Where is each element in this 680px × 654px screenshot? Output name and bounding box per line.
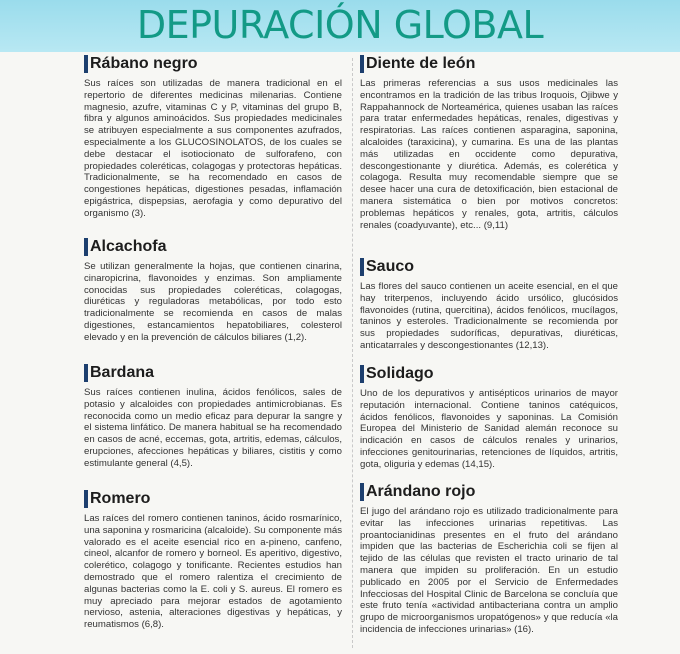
section-text: Sus raíces son utilizadas de manera tradicional en el repertorio de diferentes medicinas milenarias. Contiene magnesio, azufre, vitaminas C y P, vitaminas del grupo B, fibra y algunos aminoácidos. Sus propiedades medicinales se atribuyen especialmente a sus componentes azufrados, especialmente a los GLUCOSINOLATOS, de los cuales se debe destacar el isotiocionato de sulforafeno, con propiedades coleréticas, colagogas y protectoras hepáticas. Tradicionalmente, se ha recomendado en casos de congestiones hepáticas, digestiones pesadas, inflamación epigástrica, dispepsias, aerofagia y como depurativo del organismo (3). [84, 78, 342, 219]
section-heading: Bardana [84, 361, 342, 385]
section-heading: Diente de león [360, 52, 618, 76]
section-heading: Sauco [360, 255, 618, 279]
section-heading: Arándano rojo [360, 480, 618, 504]
section-romero [84, 487, 342, 631]
section-text: Las raíces del romero contienen taninos, ácido rosmarínico, una saponina y rosmaricina (alcaloide). Su componente más valorado es el aceite esencial rico en a-pineno, canfeno, cineol, alcanfor de romero y borneol. Es aperitivo, digestivo, colerético, colagogo y tonificante. Recientes estudios han demostrado que el romero ralentiza el crecimiento de algunas bacterias como la E. coli y S. aureus. El romero es muy apreciado para mejorar estados de agotamiento nervioso, astenia, alteraciones digestivas y hepáticas, y reumatismos (6,8). [84, 513, 342, 631]
section-bardana [84, 361, 342, 470]
section-text: Las primeras referencias a sus usos medicinales las encontramos en la tradición de las tribus Iroquois, Ojibwe y Rappahannock de Norteamérica, quienes usaban las raíces para tratar enfermedades hepáticas, renales, digestivas y respiratorias. Las raíces contienen asparagina, saponina, alcaloides (taraxicina), y cumarina. Es una de las plantas más utilizadas en occidente como depurativa, descongestionante y diurética. Además, es colerética y colagoga. Resulta muy recomendable siempre que se desee hacer una cura de detoxificación, bien estacional de manera sistemática o bien por motivos concretos: problemas hepáticos y renales, gota, artritis, cálculos renales (coadyuvante), etc... (9,11) [360, 78, 618, 231]
section-alcachofa [84, 235, 342, 344]
section-solidago [360, 362, 618, 471]
section-diente-de-leon [360, 52, 618, 231]
section-text: Uno de los depurativos y antisépticos urinarios de mayor reputación internacional. Contiene taninos catéquicos, ácidos fenólicos, flavonoides y saponinas. La Comisión Europea del Ministerio de Sanidad alemán reconoce su indicación en casos de cálculos renales y urinarios, infecciones genitourinarias, retenciones de líquidos, artritis, gota, oliguria y edemas (14,15). [360, 388, 618, 470]
section-text: Sus raíces contienen inulina, ácidos fenólicos, sales de potasio y alcaloides con propiedades antimicrobianas. Es reconocida como un medio eficaz para depurar la sangre y el sistema linfático. De manera habitual se ha recomendado en casos de acné, eccemas, gota, artritis, edemas, cálculos, erupciones, afecciones hepáticas y biliares, cistitis y como estimulante general (4,5). [84, 387, 342, 469]
section-arandano-rojo [360, 480, 618, 636]
title-banner [0, 0, 680, 52]
section-text: Se utilizan generalmente la hojas, que contienen cinarina, cinaropicrina, flavonoides y enzimas. Son ampliamente conocidas sus propiedades coleréticas, colagogas, diuréticas y reguladoras metabólicas, por todo esto tradicionalmente se recomienda en casos de malas digestiones, estancamientos hepatobiliares, colesterol elevado y en la prevención de cálculos biliares (1,2). [84, 261, 342, 343]
column-divider [352, 58, 353, 648]
section-heading: Romero [84, 487, 342, 511]
section-rabano-negro [84, 52, 342, 220]
page-title: DEPURACIÓN GLOBAL [136, 3, 544, 47]
section-heading: Rábano negro [84, 52, 342, 76]
section-heading: Solidago [360, 362, 618, 386]
section-text: Las flores del sauco contienen un aceite esencial, en el que hay triterpenos, incluyendo ácido ursólico, glucósidos flavonoides (rutina, quercitina), ácidos fenólicos, mucílagos, taninos y esteroles. Tradicionalmente se recomienda por sus propiedades sudoríficas, depurativas, diuréticas, anticatarrales y descongestionantes (12,13). [360, 281, 618, 351]
section-sauco [360, 255, 618, 352]
section-heading: Alcachofa [84, 235, 342, 259]
section-text: El jugo del arándano rojo es utilizado tradicionalmente para evitar las infecciones urinarias repetitivas. Las proantocianidinas presentes en el fruto del arándano impiden que las bacterias de Escherichia coli se fijen al tejido de las células que revisten el tracto urinario de tal manera que impiden su proliferación. En un estudio publicado en 2005 por el Servicio de Enfermedades Infecciosas del Hospital Clinic de Barcelona se concluía que este fruto tenía «actividad antibacteriana contra un amplio grupo de microorganismos uropatógenos» y que reducía «la incidencia de infecciones urinarias» (16). [360, 506, 618, 635]
